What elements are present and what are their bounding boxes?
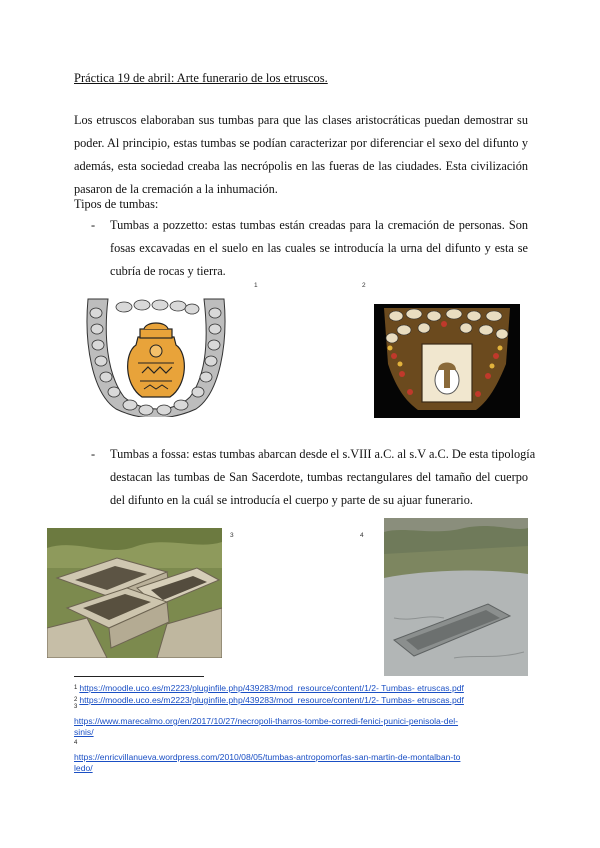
footnote-link[interactable]: https://enricvillanueva.wordpress.com/2010/08/05/tumbas-antropomorfas-san-martin-de-montalban-to — [74, 752, 461, 762]
rock-cut-tomb-photo — [384, 518, 528, 676]
footnote-number: 1 — [74, 685, 78, 691]
bullet-marker: - — [91, 447, 96, 461]
bullet-fossa — [110, 443, 536, 512]
footnote-number: 2 — [74, 697, 78, 703]
bullet-line: Tumbas a fossa: estas tumbas abarcan desde el s.VIII a.C. al s.V a.C. De esta tipología — [110, 447, 536, 461]
footnote-link-continued[interactable]: sinis/ — [74, 727, 94, 737]
footnote-2 — [74, 695, 464, 706]
intro-line: Los etruscos elaboraban sus tumbas para que las clases aristocráticas puedan demostrar su — [74, 113, 528, 127]
intro-line: poder. Al principio, estas tumbas se podían caracterizar por diferenciar el sexo del difunto y — [74, 136, 528, 150]
footnote-link-continued[interactable]: ledo/ — [74, 763, 93, 773]
footnote-link[interactable]: https://www.marecalmo.org/en/2017/10/27/necropoli-tharros-tombe-corredi-fenici-punici-penisola-del- — [74, 716, 459, 726]
bullet-line: Tumbas a pozzetto: estas tumbas están creadas para la cremación de personas. Son — [110, 218, 528, 232]
figure-mark: 4 — [360, 532, 364, 539]
pozzetto-diagram-image — [374, 304, 520, 418]
footnote-4 — [74, 752, 460, 774]
footnote-link[interactable]: https://moodle.uco.es/m2223/pluginfile.php/439283/mod_resource/content/1/2- Tumbas- etruscas.pdf — [79, 695, 464, 705]
types-label: Tipos de tumbas: — [74, 197, 159, 211]
bullet-marker: - — [91, 218, 96, 232]
page-title: Práctica 19 de abril: Arte funerario de los etruscos. — [74, 71, 328, 85]
pozzetto-drawing-image — [84, 293, 228, 417]
figure-mark: 3 — [230, 532, 234, 539]
figure-mark: 1 — [254, 282, 258, 289]
intro-paragraph — [74, 109, 528, 201]
footnote-rule — [74, 676, 204, 677]
bullet-pozzetto — [110, 214, 528, 283]
bullet-line: fosas excavadas en el suelo en las cuales se introducía la urna del difunto y esta se — [110, 241, 528, 255]
bullet-line: cubría de rocas y tierra. — [110, 264, 226, 278]
intro-line: además, esta sociedad creaba las necrópolis en las fueras de las ciudades. Esta civilización — [74, 159, 528, 173]
bullet-line: del difunto en la cuál se introducía el cuerpo y parte de su ajuar funerario. — [110, 493, 473, 507]
footnote-link[interactable]: https://moodle.uco.es/m2223/pluginfile.php/439283/mod_resource/content/1/2- Tumbas- etruscas.pdf — [79, 683, 464, 693]
footnote-number: 4 — [74, 740, 78, 746]
footnote-number: 3 — [74, 704, 78, 710]
intro-line: pasaron de la cremación a la inhumación. — [74, 182, 278, 196]
tharros-tombs-photo — [47, 528, 222, 658]
footnote-3 — [74, 716, 458, 738]
bullet-line: destacan las tumbas de San Sacerdote, tumbas rectangulares del tamaño del cuerpo — [110, 470, 528, 484]
footnote-1 — [74, 683, 464, 694]
figure-mark: 2 — [362, 282, 366, 289]
